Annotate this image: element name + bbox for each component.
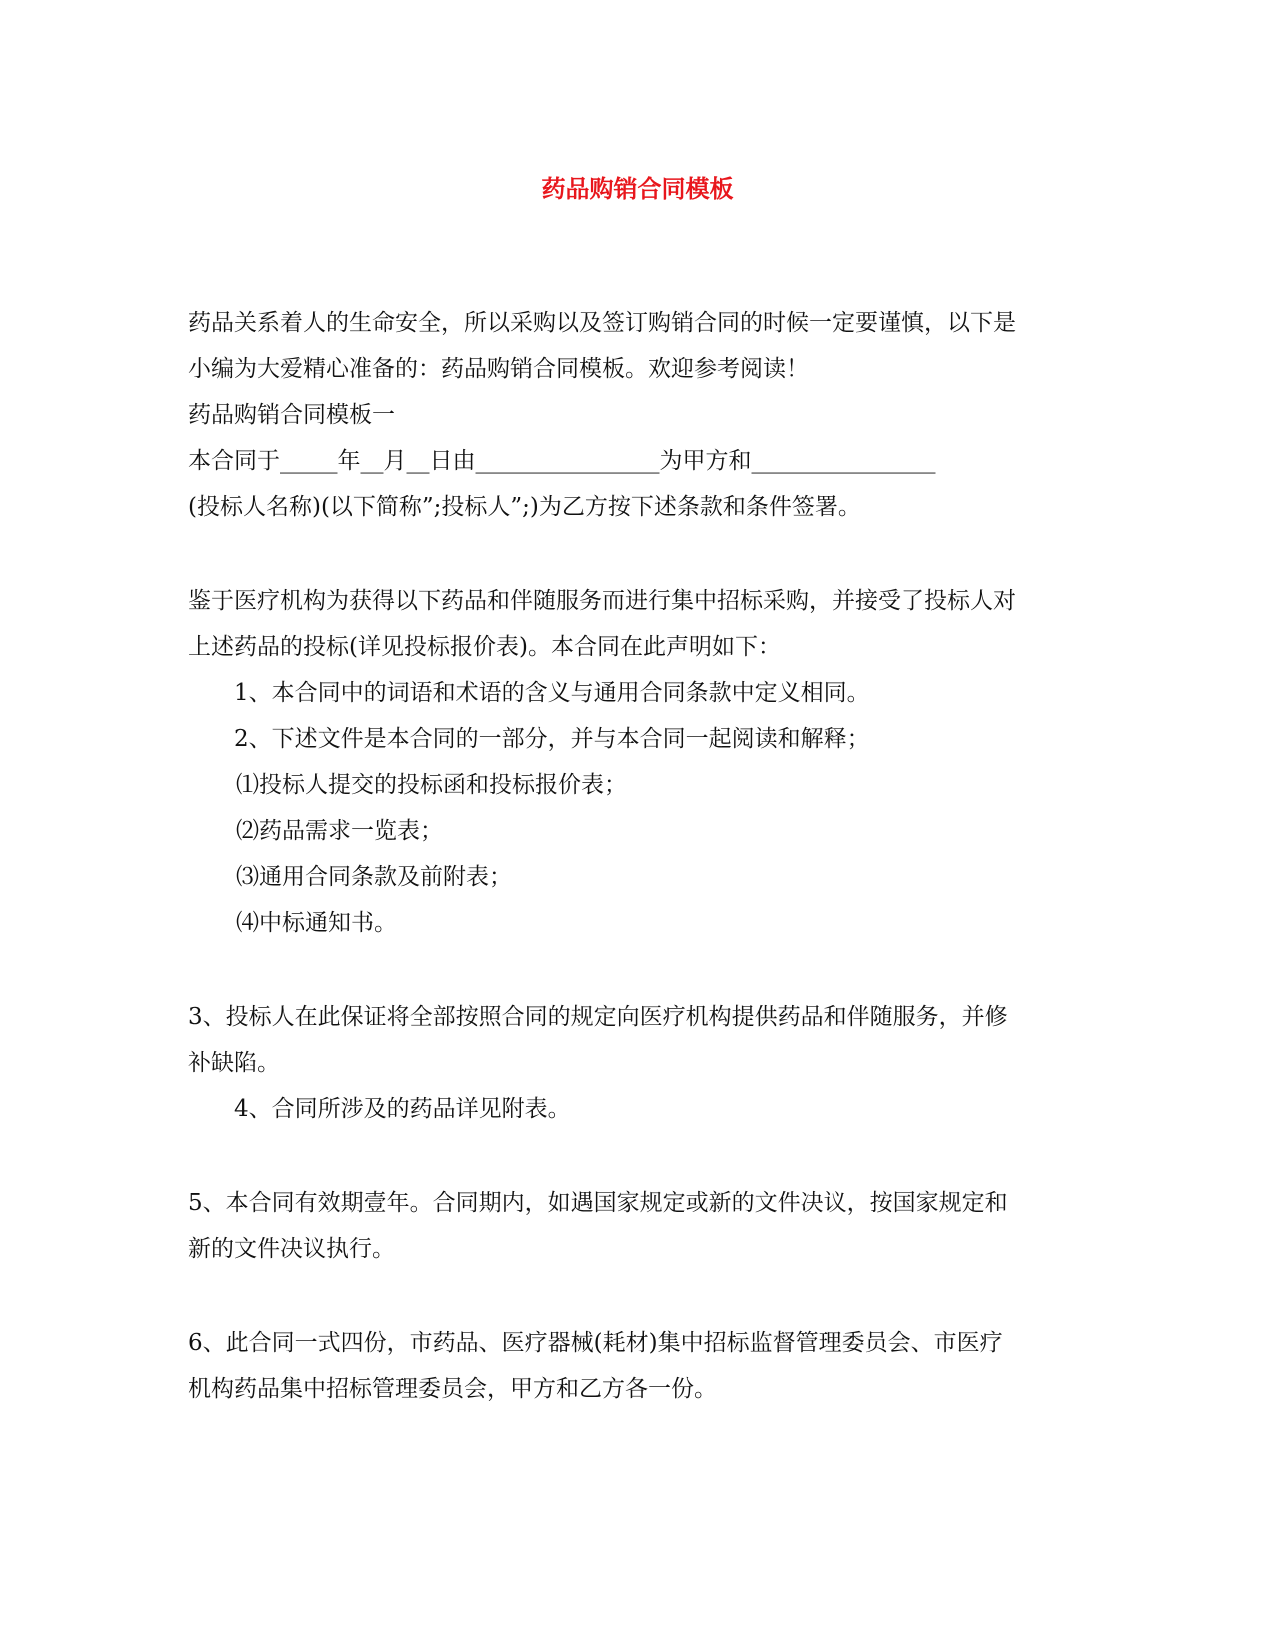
clause-3-line-1: 3、投标人在此保证将全部按照合同的规定向医疗机构提供药品和伴随服务，并修: [188, 1004, 1008, 1030]
contract-opening-line-1: 本合同于_____年__月__日由________________为甲方和________________: [188, 448, 936, 474]
doc-item-3: ⑶通用合同条款及前附表；: [236, 864, 512, 890]
document-title: 药品购销合同模板: [541, 175, 734, 203]
intro-line-1: 药品关系着人的生命安全，所以采购以及签订购销合同的时候一定要谨慎，以下是: [188, 310, 1016, 336]
section-heading: 药品购销合同模板一: [188, 402, 395, 428]
clause-6-line-2: 机构药品集中招标管理委员会，甲方和乙方各一份。: [188, 1376, 717, 1402]
clause-4: 4、合同所涉及的药品详见附表。: [234, 1096, 571, 1122]
intro-line-2: 小编为大爱精心准备的：药品购销合同模板。欢迎参考阅读！: [188, 356, 809, 382]
recital-line-1: 鉴于医疗机构为获得以下药品和伴随服务而进行集中招标采购，并接受了投标人对: [188, 588, 1016, 614]
clause-5-line-2: 新的文件决议执行。: [188, 1236, 395, 1262]
clause-3-line-2: 补缺陷。: [188, 1050, 280, 1076]
doc-item-2: ⑵药品需求一览表；: [236, 818, 443, 844]
recital-line-2: 上述药品的投标(详见投标报价表)。本合同在此声明如下：: [188, 634, 781, 660]
contract-opening-line-2: (投标人名称)(以下简称”;投标人”;)为乙方按下述条款和条件签署。: [188, 494, 861, 520]
clause-1: 1、本合同中的词语和术语的含义与通用合同条款中定义相同。: [234, 680, 870, 706]
doc-item-1: ⑴投标人提交的投标函和投标报价表；: [236, 772, 627, 798]
doc-item-4: ⑷中标通知书。: [236, 910, 397, 936]
clause-6-line-1: 6、此合同一式四份，市药品、医疗器械(耗材)集中招标监督管理委员会、市医疗: [188, 1330, 1003, 1356]
clause-2: 2、下述文件是本合同的一部分，并与本合同一起阅读和解释；: [234, 726, 870, 752]
clause-5-line-1: 5、本合同有效期壹年。合同期内，如遇国家规定或新的文件决议，按国家规定和: [188, 1190, 1008, 1216]
